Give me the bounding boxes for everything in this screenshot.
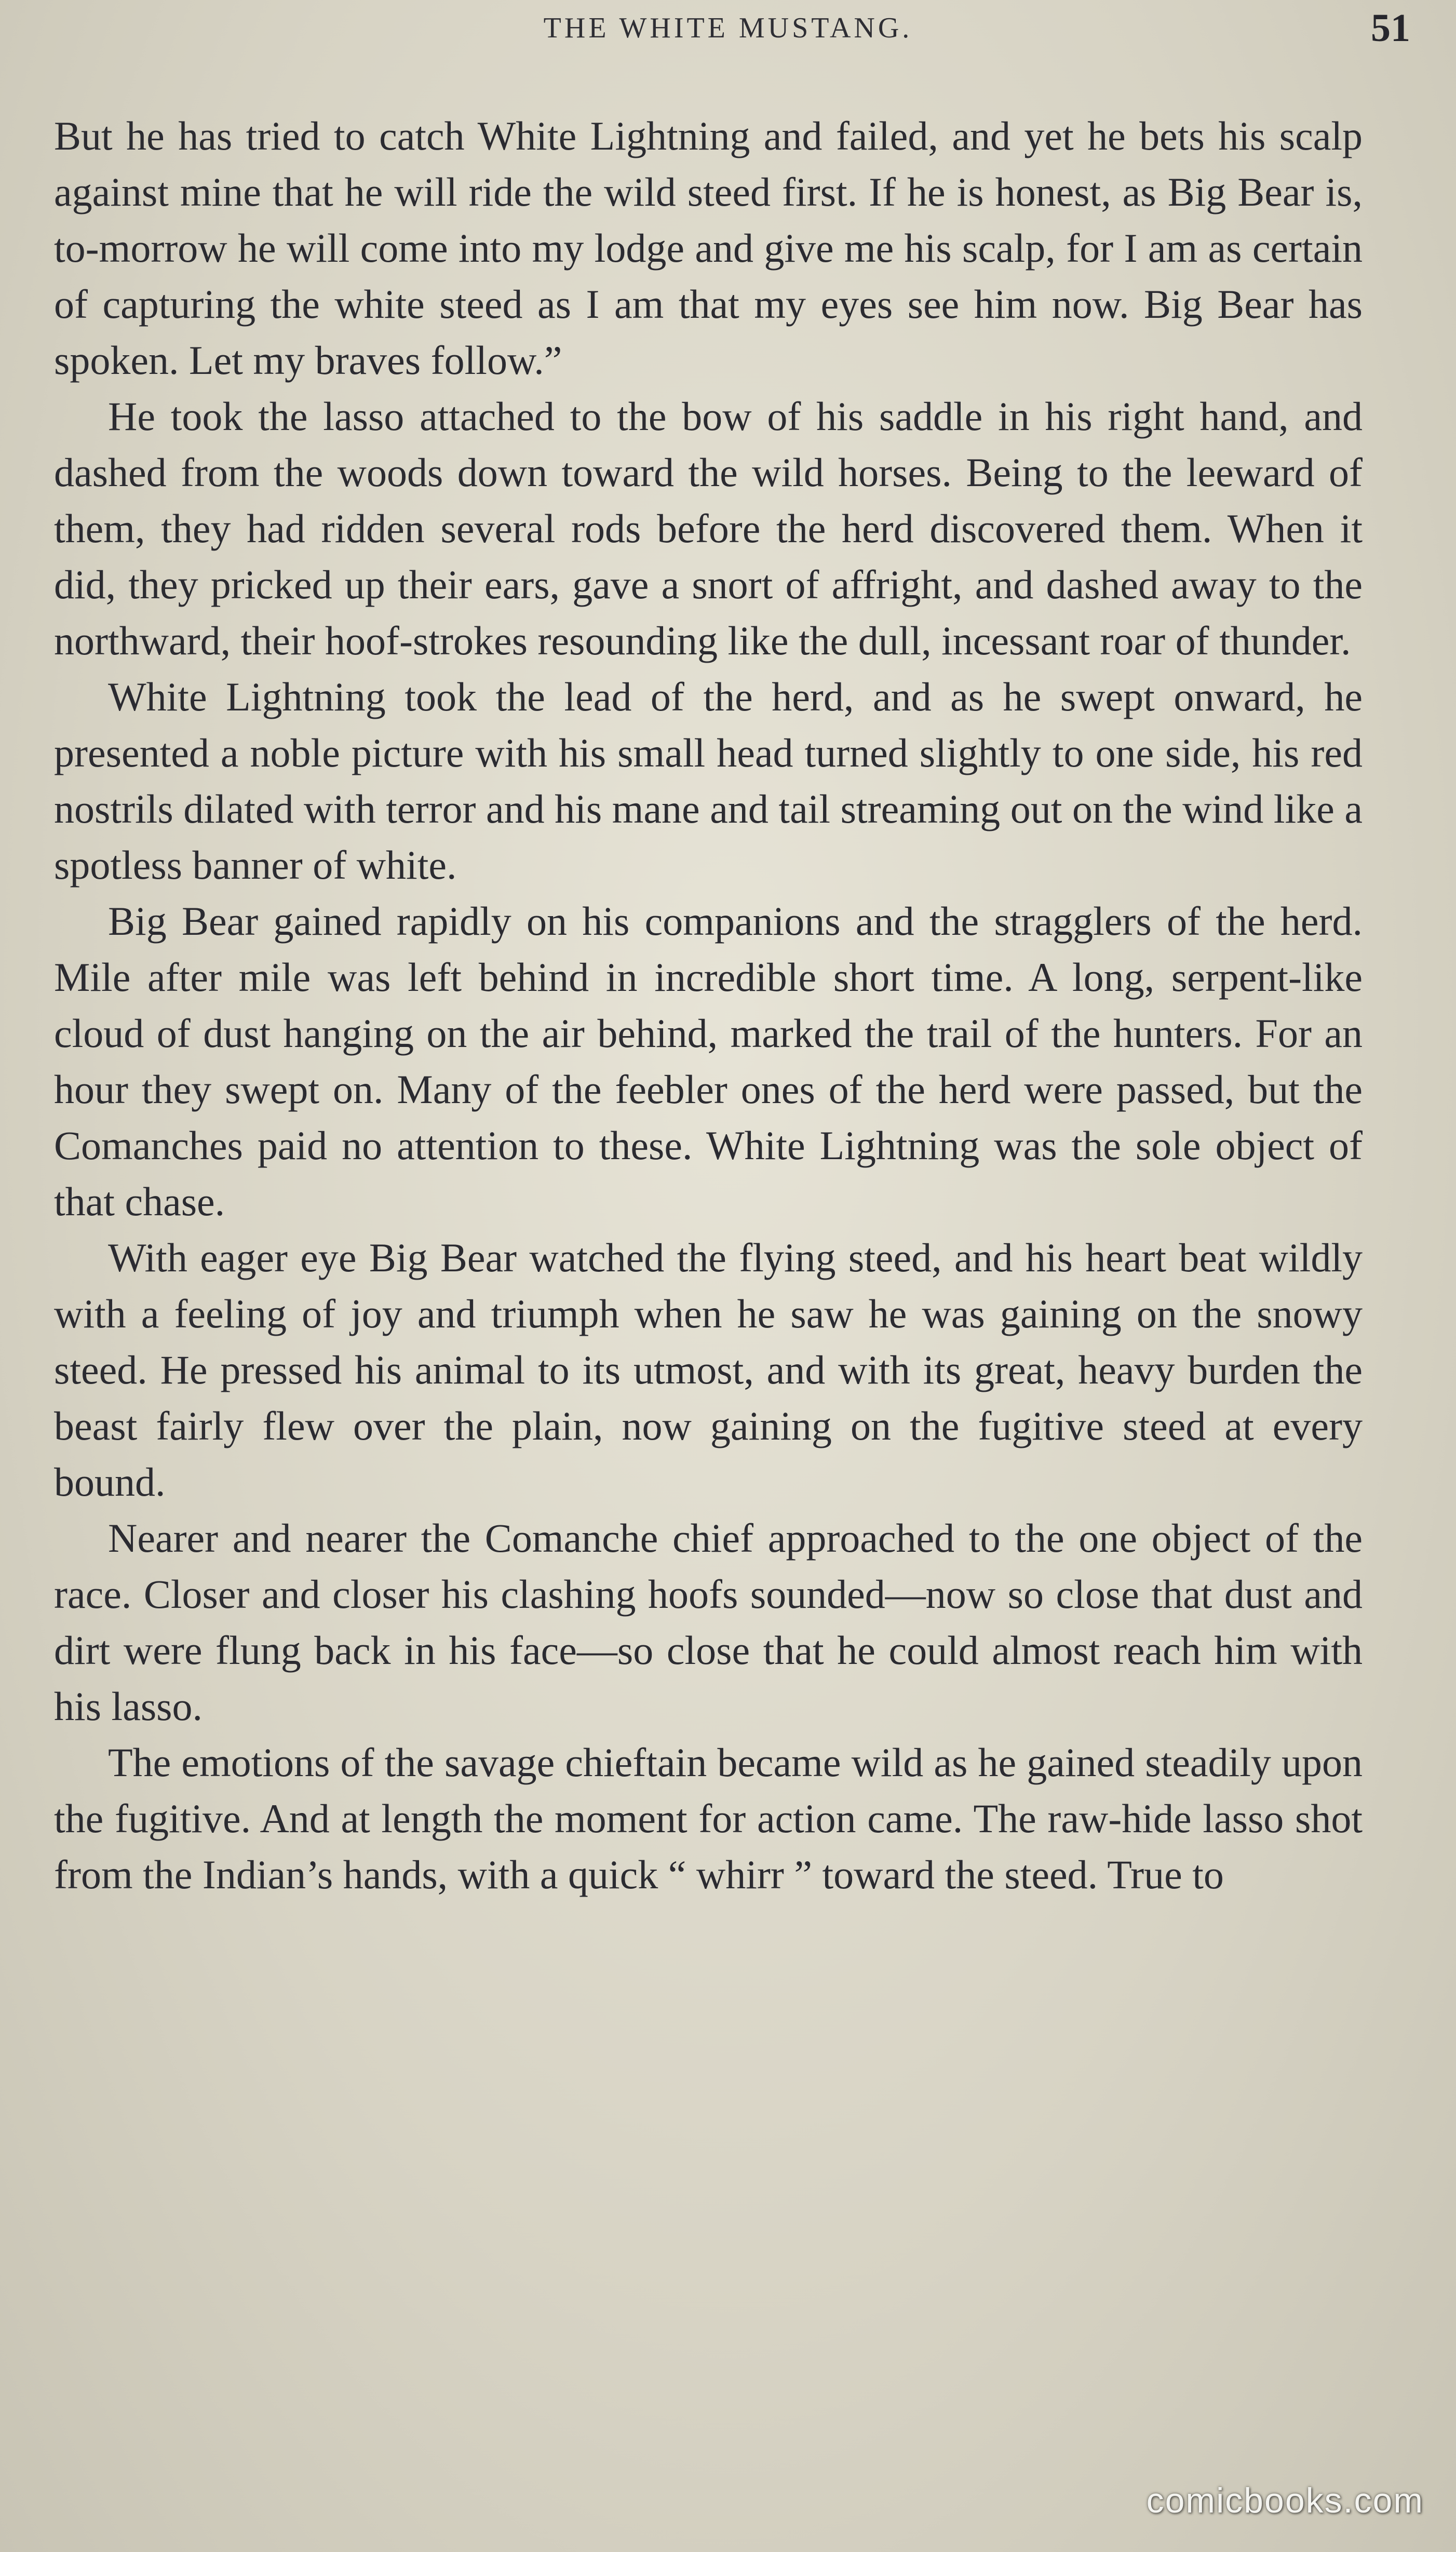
body-text — [54, 108, 1363, 1903]
paragraph-6: Nearer and nearer the Comanche chief approached to the one object of the race. Closer and closer his clashing hoofs sounded—now so close that dust and dirt were flung back in his face—so close that he could almost reach him with his lasso. — [54, 1515, 1363, 1729]
running-title: THE WHITE MUSTANG. — [543, 12, 913, 44]
paragraph-1: But he has tried to catch White Lightning and failed, and yet he bets his scalp against mine that he will ride the wild steed first. If he is honest, as Big Bear is, to-morrow he will come into my lodge and give me his scalp, for I am as certain of capturing the white steed as I am that my eyes see him now. Big Bear has spoken. Let my braves follow.” — [54, 113, 1363, 383]
paragraph-3: White Lightning took the lead of the herd, and as he swept onward, he presented a noble picture with his small head turned slightly to one side, his red nostrils dilated with terror and his mane and tail streaming out on the wind like a spotless banner of white. — [54, 674, 1363, 888]
paragraph-7: The emotions of the savage chieftain became wild as he gained steadily upon the fugitive. And at length the moment for action came. The raw-hide lasso shot from the Indian’s hands, with a quick “ whirr ” toward the steed. True to — [54, 1740, 1363, 1897]
paragraph-2: He took the lasso attached to the bow of his saddle in his right hand, and dashed from the woods down toward the wild horses. Being to the leeward of them, they had ridden several rods before the herd discovered them. When it did, they pricked up their ears, gave a snort of affright, and dashed away to the northward, their hoof-strokes resounding like the dull, incessant roar of thunder. — [54, 394, 1363, 663]
page-number: 51 — [1371, 6, 1410, 50]
watermark: comicbooks.com — [1146, 2481, 1424, 2520]
paragraph-5: With eager eye Big Bear watched the flying steed, and his heart beat wildly with a feeling of joy and triumph when he saw he was gaining on the snowy steed. He pressed his animal to its utmost, and with its great, heavy burden the beast fairly flew over the plain, now gaining on the fugitive steed at every bound. — [54, 1235, 1363, 1505]
page-header — [0, 7, 1456, 49]
paragraph-4: Big Bear gained rapidly on his companions and the stragglers of the herd. Mile after mile was left behind in incredible short time. A long, serpent-like cloud of dust hanging on the air behind, marked the trail of the hunters. For an hour they swept on. Many of the feebler ones of the herd were passed, but the Comanches paid no attention to these. White Lightning was the sole object of that chase. — [54, 898, 1363, 1224]
